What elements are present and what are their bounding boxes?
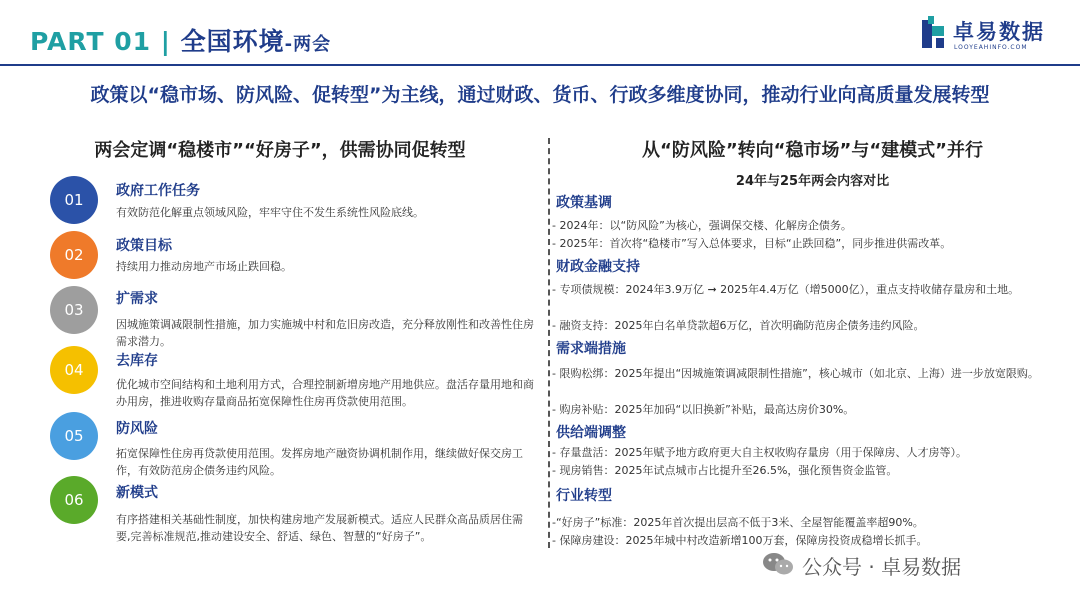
section-heading: 政策基调 xyxy=(556,195,612,211)
section-line: -“好房子”标准：2025年首次提出层高不低于3米、全屋智能覆盖率超90%。 xyxy=(552,516,924,529)
item-text: 优化城市空间结构和土地利用方式，合理控制新增房地产用地供应。盘活存量用地和商办用房，推进收购存量商品拓宽保障性住房再贷款使用范围。 xyxy=(116,378,534,408)
item-title: 去库存 xyxy=(116,353,158,369)
wechat-icon xyxy=(762,552,794,576)
section-line: - 2025年：首次将“稳楼市”写入总体要求，目标“止跌回稳”，同步推进供需改革。 xyxy=(552,237,952,250)
section-subtitle: -两会 xyxy=(284,34,332,55)
section-line: - 融资支持：2025年白名单贷款超6万亿，首次明确防范房企债务违约风险。 xyxy=(552,319,925,332)
column-divider xyxy=(548,138,550,548)
item-text: 有序搭建相关基础性制度，加快构建房地产发展新模式。适应人民群众高品质居住需要,完善标准规范,推动建设安全、舒适、绿色、智慧的“好房子”。 xyxy=(116,513,523,543)
section-line: - 限购松绑：2025年提出“因城施策调减限制性措施”，核心城市（如北京、上海）进一步放宽限购。 xyxy=(552,367,1039,380)
number-badge: 04 xyxy=(50,346,98,394)
header-bar xyxy=(0,0,1080,64)
section-heading: 需求端措施 xyxy=(556,341,626,357)
section-heading: 供给端调整 xyxy=(556,425,626,441)
logo-icon xyxy=(918,16,948,52)
item-title: 政策目标 xyxy=(116,238,172,254)
section-line: - 购房补贴：2025年加码“以旧换新”补贴，最高达房价30%。 xyxy=(552,403,855,416)
number-badge: 02 xyxy=(50,231,98,279)
brand-logo xyxy=(918,14,1058,54)
number-badge: 06 xyxy=(50,476,98,524)
section-line: - 2024年：以“防风险”为核心，强调保交楼、化解房企债务。 xyxy=(552,219,852,232)
section-heading: 财政金融支持 xyxy=(556,259,640,275)
logo-text: 卓易数据 xyxy=(953,20,1045,44)
title-separator: | xyxy=(160,27,171,56)
page-title xyxy=(30,22,331,58)
part-label: PART 01 xyxy=(30,27,152,56)
item-title: 扩需求 xyxy=(116,291,158,307)
section-title: 全国环境 xyxy=(180,27,285,56)
item-text: 持续用力推动房地产市场止跌回稳。 xyxy=(116,260,292,273)
logo-subtext: LOOYEAHINFO.COM xyxy=(954,44,1028,51)
section-line: - 保障房建设：2025年城中村改造新增100万套，保障房投资成稳增长抓手。 xyxy=(552,534,928,547)
section-line: - 专项债规模：2024年3.9万亿 ➞ 2025年4.4万亿（增5000亿），重点支持收储存量房和土地。 xyxy=(552,283,1020,296)
item-text: 有效防范化解重点领域风险，牢牢守住不发生系统性风险底线。 xyxy=(116,206,424,219)
number-badge: 01 xyxy=(50,176,98,224)
item-title: 新模式 xyxy=(116,485,158,501)
header-divider xyxy=(0,64,1080,66)
comparison-subtitle: 24年与25年两会内容对比 xyxy=(735,174,890,189)
item-title: 防风险 xyxy=(116,421,158,437)
number-badge: 05 xyxy=(50,412,98,460)
headline: 政策以“稳市场、防风险、促转型”为主线，通过财政、货币、行政多维度协同，推动行业向高质量发展转型 xyxy=(90,84,990,106)
item-title: 政府工作任务 xyxy=(116,183,200,199)
section-line: - 存量盘活：2025年赋予地方政府更大自主权收购存量房（用于保障房、人才房等）。 xyxy=(552,446,967,459)
section-heading: 行业转型 xyxy=(556,488,612,504)
left-column-title: 两会定调“稳楼市”“好房子”，供需协同促转型 xyxy=(94,140,466,161)
item-text: 拓宽保障性住房再贷款使用范围。发挥房地产融资协调机制作用，继续做好保交房工作，有效防范房企债务违约风险。 xyxy=(116,447,523,477)
watermark-text: 公众号 · 卓易数据 xyxy=(802,555,962,579)
right-column-title: 从“防风险”转向“稳市场”与“建模式”并行 xyxy=(642,140,983,161)
number-badge: 03 xyxy=(50,286,98,334)
item-text: 因城施策调减限制性措施，加力实施城中村和危旧房改造，充分释放刚性和改善性住房需求潜力。 xyxy=(116,318,534,348)
section-line: - 现房销售：2025年试点城市占比提升至26.5%，强化预售资金监管。 xyxy=(552,464,898,477)
